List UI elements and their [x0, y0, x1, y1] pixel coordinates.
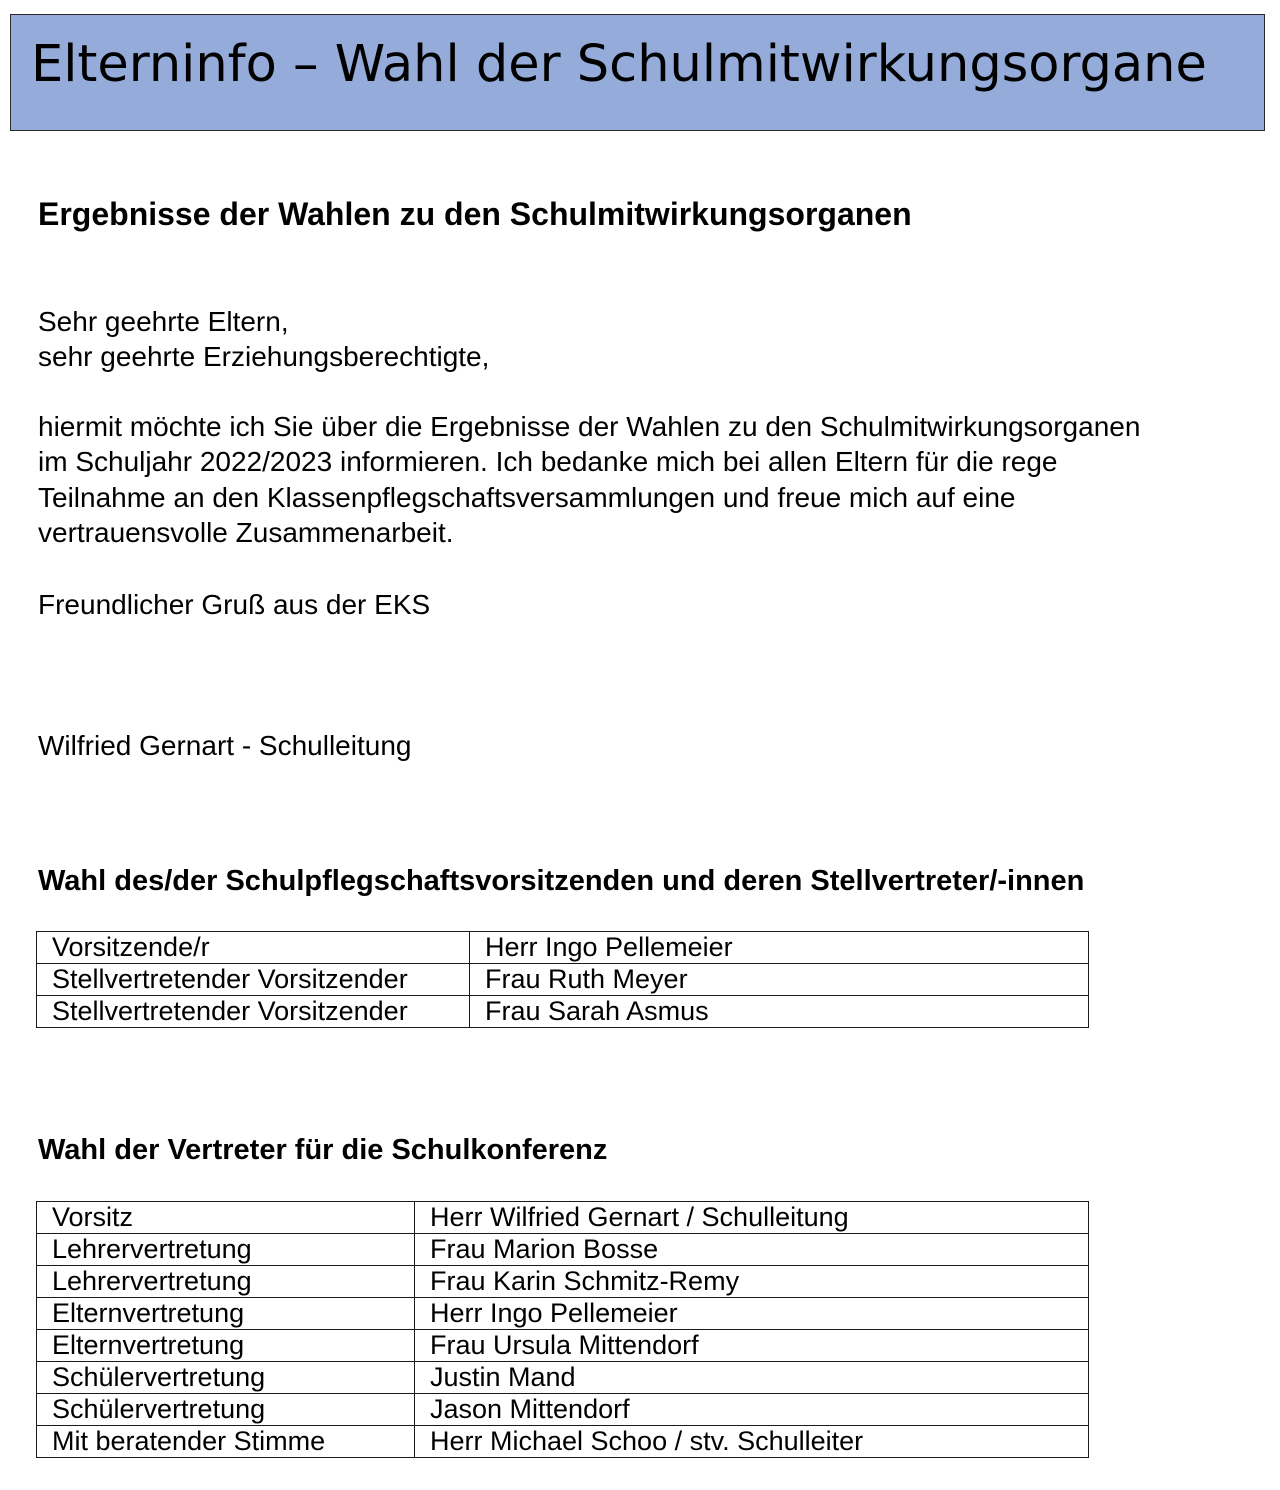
role-cell: Stellvertretender Vorsitzender [37, 996, 470, 1028]
salutation-line-1: Sehr geehrte Eltern, [38, 306, 289, 337]
schulpflegschaft-heading: Wahl des/der Schulpflegschaftsvorsitzenden und deren Stellvertreter/-innen [38, 865, 1085, 897]
name-cell: Herr Ingo Pellemeier [470, 932, 1089, 964]
table-row [37, 1330, 1089, 1362]
table-row [37, 1394, 1089, 1426]
table-row [37, 1234, 1089, 1266]
role-cell: Lehrervertretung [37, 1266, 415, 1298]
name-cell: Justin Mand [415, 1362, 1089, 1394]
role-cell: Schülervertretung [37, 1394, 415, 1426]
table-row [37, 996, 1089, 1028]
schulpflegschaft-table [36, 931, 1089, 1028]
schulkonferenz-table [36, 1201, 1089, 1458]
name-cell: Frau Ursula Mittendorf [415, 1330, 1089, 1362]
role-cell: Stellvertretender Vorsitzender [37, 964, 470, 996]
signature-line: Wilfried Gernart - Schulleitung [38, 730, 412, 761]
name-cell: Frau Ruth Meyer [470, 964, 1089, 996]
letter-heading: Ergebnisse der Wahlen zu den Schulmitwirkungsorganen [38, 196, 912, 232]
body-line-4: vertrauensvolle Zusammenarbeit. [38, 517, 454, 548]
table-row [37, 1266, 1089, 1298]
page-title: Elterninfo – Wahl der Schulmitwirkungsorgane [31, 35, 1207, 94]
name-cell: Frau Marion Bosse [415, 1234, 1089, 1266]
title-banner [10, 14, 1265, 131]
name-cell: Herr Ingo Pellemeier [415, 1298, 1089, 1330]
name-cell: Jason Mittendorf [415, 1394, 1089, 1426]
name-cell: Frau Sarah Asmus [470, 996, 1089, 1028]
table-row [37, 1362, 1089, 1394]
closing-line: Freundlicher Gruß aus der EKS [38, 589, 431, 620]
role-cell: Vorsitz [37, 1202, 415, 1234]
role-cell: Elternvertretung [37, 1330, 415, 1362]
table-row [37, 1202, 1089, 1234]
salutation-line-2: sehr geehrte Erziehungsberechtigte, [38, 341, 490, 372]
role-cell: Elternvertretung [37, 1298, 415, 1330]
role-cell: Schülervertretung [37, 1362, 415, 1394]
body-line-2: im Schuljahr 2022/2023 informieren. Ich bedanke mich bei allen Eltern für die rege [38, 446, 1058, 477]
table-row [37, 964, 1089, 996]
role-cell: Mit beratender Stimme [37, 1426, 415, 1458]
body-line-1: hiermit möchte ich Sie über die Ergebnisse der Wahlen zu den Schulmitwirkungsorganen [38, 411, 1141, 442]
body-line-3: Teilnahme an den Klassenpflegschaftsversammlungen und freue mich auf eine [38, 482, 1016, 513]
schulkonferenz-heading: Wahl der Vertreter für die Schulkonferenz [38, 1134, 608, 1166]
role-cell: Lehrervertretung [37, 1234, 415, 1266]
role-cell: Vorsitzende/r [37, 932, 470, 964]
name-cell: Frau Karin Schmitz-Remy [415, 1266, 1089, 1298]
table-row [37, 932, 1089, 964]
name-cell: Herr Michael Schoo / stv. Schulleiter [415, 1426, 1089, 1458]
name-cell: Herr Wilfried Gernart / Schulleitung [415, 1202, 1089, 1234]
table-row [37, 1298, 1089, 1330]
table-row [37, 1426, 1089, 1458]
